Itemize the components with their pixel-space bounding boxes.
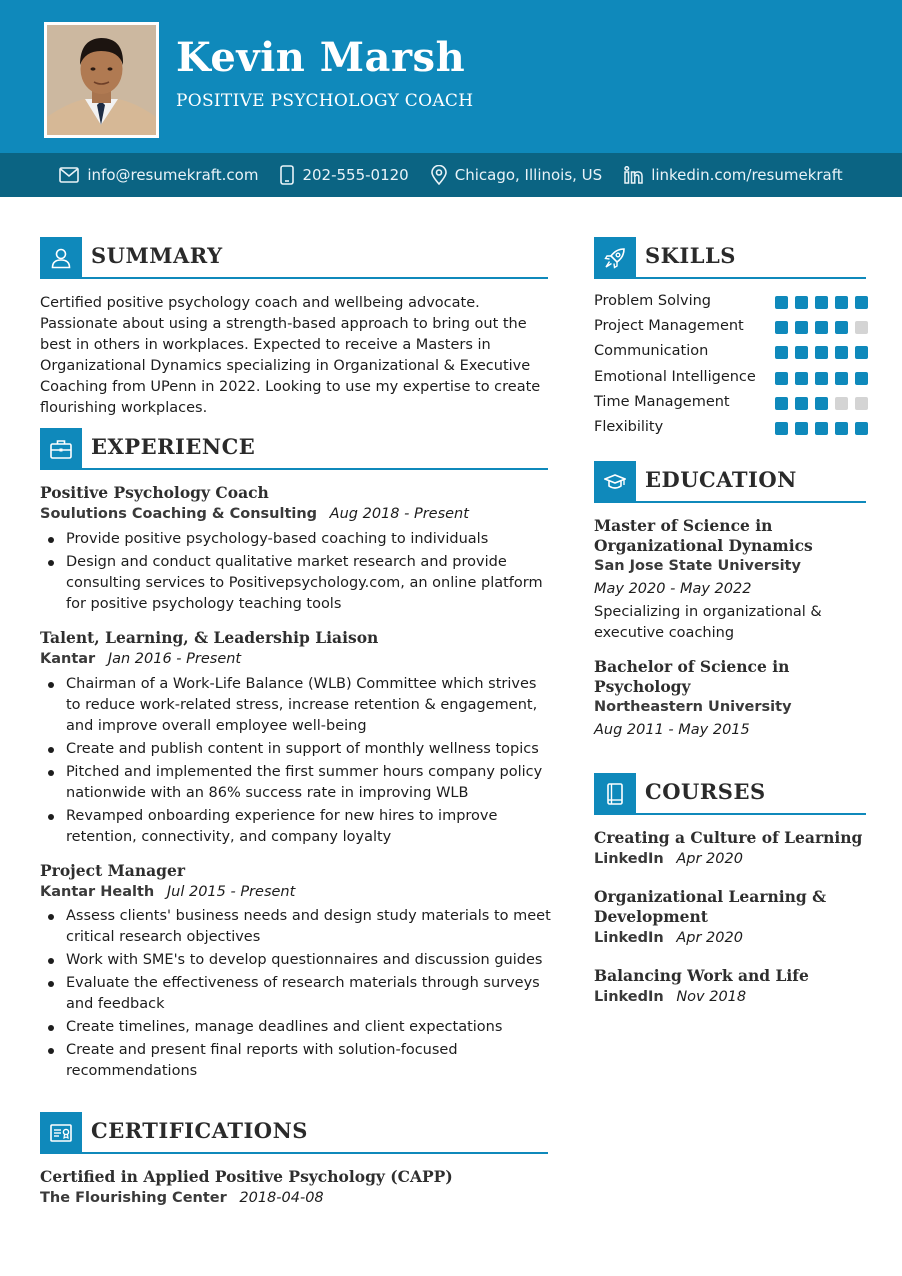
edu-school: San Jose State University — [594, 558, 801, 574]
edu-date: May 2020 - May 2022 — [594, 581, 752, 597]
course-org-line — [594, 851, 743, 867]
skill-level — [768, 346, 868, 359]
skill-dot-filled — [795, 372, 808, 385]
edu-description-line: Specializing in organizational & — [594, 604, 822, 620]
skill-dot-empty — [855, 397, 868, 410]
list-item: Work with SME's to develop questionnaires and discussion guides — [40, 950, 554, 971]
course-org: LinkedIn — [594, 930, 664, 946]
skill-name: Emotional Intelligence — [594, 368, 756, 385]
list-item: Revamped onboarding experience for new hires to improve retention, connectivity, and company loyalty — [40, 806, 554, 848]
list-item: Pitched and implemented the first summer hours company policy nationwide with an 86% success rate in improving WLB — [40, 762, 554, 804]
list-item: Create and publish content in support of monthly wellness topics — [40, 739, 554, 760]
skill-level — [768, 422, 868, 435]
job-title: Talent, Learning, & Leadership Liaison — [40, 628, 379, 647]
skill-name: Time Management — [594, 393, 730, 410]
job-date: Aug 2018 - Present — [329, 506, 469, 522]
contact-email[interactable] — [59, 166, 258, 184]
phone-text: 202-555-0120 — [302, 166, 409, 184]
cert-date: 2018-04-08 — [239, 1190, 324, 1206]
skill-dot-filled — [815, 296, 828, 309]
profile-photo — [44, 22, 159, 138]
skill-row — [594, 343, 868, 365]
skill-dot-filled — [835, 296, 848, 309]
skill-dot-filled — [795, 296, 808, 309]
skill-dot-filled — [775, 296, 788, 309]
edu-degree-line: Psychology — [594, 677, 691, 696]
edu-description-line: executive coaching — [594, 625, 735, 641]
edu-degree — [594, 516, 874, 556]
course-org-line — [594, 989, 746, 1005]
course-title — [594, 887, 874, 927]
linkedin-icon — [624, 166, 643, 184]
edu-date: Aug 2011 - May 2015 — [594, 722, 750, 738]
experience-heading-label: EXPERIENCE — [91, 434, 256, 459]
education-heading-label: EDUCATION — [645, 467, 797, 492]
certifications-heading — [40, 1112, 548, 1154]
edu-degree — [594, 657, 874, 697]
skills-heading-label: SKILLS — [645, 243, 736, 268]
job-bullets — [40, 906, 554, 1084]
job-date: Jul 2015 - Present — [166, 884, 296, 900]
header — [0, 0, 902, 153]
email-text: info@resumekraft.com — [87, 166, 259, 184]
skill-dot-filled — [815, 422, 828, 435]
cert-title: Certified in Applied Positive Psychology (CAPP) — [40, 1167, 453, 1186]
skill-level — [768, 296, 868, 309]
course-org: LinkedIn — [594, 851, 664, 867]
skill-dot-filled — [835, 372, 848, 385]
edu-degree-line: Organizational Dynamics — [594, 536, 813, 555]
certifications-heading-label: CERTIFICATIONS — [91, 1118, 308, 1143]
candidate-name: Kevin Marsh — [176, 34, 466, 81]
job-title: Project Manager — [40, 861, 186, 880]
course-org-line — [594, 930, 743, 946]
skill-dot-filled — [835, 321, 848, 334]
skill-dot-filled — [815, 397, 828, 410]
skill-dot-filled — [835, 422, 848, 435]
skills-heading — [594, 237, 866, 279]
course-title: Creating a Culture of Learning — [594, 828, 863, 847]
list-item: Assess clients' business needs and design study materials to meet critical research objectives — [40, 906, 554, 948]
skill-name: Project Management — [594, 318, 744, 335]
skill-dot-filled — [835, 346, 848, 359]
skill-dot-filled — [775, 422, 788, 435]
skill-dot-filled — [775, 372, 788, 385]
skill-dot-filled — [775, 397, 788, 410]
phone-icon — [280, 165, 294, 185]
cert-org: The Flourishing Center — [40, 1190, 227, 1206]
job-org: Kantar Health — [40, 884, 155, 900]
cert-org-line — [40, 1190, 324, 1206]
list-item: Chairman of a Work-Life Balance (WLB) Committee which strives to reduce work-related stress, increase retention & engagement, and improve overall employee well-being — [40, 674, 554, 737]
skill-row — [594, 394, 868, 416]
course-date: Nov 2018 — [676, 989, 747, 1005]
skill-name: Flexibility — [594, 419, 664, 435]
list-item: Create and present final reports with solution-focused recommendations — [40, 1040, 554, 1082]
linkedin-text: linkedin.com/resumekraft — [651, 166, 843, 184]
certificate-icon — [40, 1112, 82, 1154]
contact-bar — [0, 153, 902, 197]
summary-heading-label: SUMMARY — [91, 243, 223, 268]
skill-dot-filled — [815, 372, 828, 385]
rocket-icon — [594, 237, 636, 279]
skill-name: Communication — [594, 343, 709, 360]
summary-heading — [40, 237, 548, 279]
skill-row — [594, 318, 868, 340]
course-date: Apr 2020 — [676, 851, 743, 867]
skill-dot-filled — [855, 346, 868, 359]
education-heading — [594, 461, 866, 503]
job-bullets — [40, 529, 554, 617]
candidate-title: POSITIVE PSYCHOLOGY COACH — [176, 91, 474, 111]
skill-dot-filled — [815, 321, 828, 334]
briefcase-icon — [40, 428, 82, 470]
list-item: Evaluate the effectiveness of research materials through surveys and feedback — [40, 973, 554, 1015]
contact-phone[interactable] — [280, 165, 408, 185]
job-date: Jan 2016 - Present — [107, 651, 242, 667]
job-org-line — [40, 884, 295, 900]
course-date: Apr 2020 — [676, 930, 743, 946]
skill-name: Problem Solving — [594, 293, 711, 309]
skill-dot-filled — [795, 346, 808, 359]
courses-heading-label: COURSES — [645, 779, 766, 804]
job-bullets — [40, 674, 554, 850]
skill-dot-filled — [795, 321, 808, 334]
summary-text: Certified positive psychology coach and wellbeing advocate. Passionate about using a strength-based approach to bring out the best in others in workplaces. Expected to receive a Masters in Organizational Dynamics specializing in Organizational & Executive Coaching from UPenn in 2022. Looking to use my expertise to create flourishing workplaces. — [40, 295, 541, 416]
skill-row — [594, 419, 868, 441]
contact-location — [431, 165, 602, 185]
job-title: Positive Psychology Coach — [40, 483, 269, 502]
course-title: Balancing Work and Life — [594, 966, 809, 985]
skill-dot-filled — [775, 346, 788, 359]
list-item: Provide positive psychology-based coaching to individuals — [40, 529, 554, 550]
book-icon — [594, 773, 636, 815]
user-icon — [40, 237, 82, 279]
edu-degree-line: Bachelor of Science in — [594, 657, 790, 676]
course-title-line: Organizational Learning & — [594, 887, 827, 906]
skill-level — [768, 372, 868, 385]
courses-heading — [594, 773, 866, 815]
job-org: Kantar — [40, 651, 96, 667]
map-pin-icon — [431, 165, 447, 185]
graduation-cap-icon — [594, 461, 636, 503]
envelope-icon — [59, 167, 79, 183]
skill-dot-filled — [815, 346, 828, 359]
skill-row — [594, 369, 868, 391]
edu-degree-line: Master of Science in — [594, 516, 773, 535]
course-org: LinkedIn — [594, 989, 664, 1005]
edu-school: Northeastern University — [594, 699, 792, 715]
skill-dot-filled — [795, 397, 808, 410]
list-item: Design and conduct qualitative market research and provide consulting services to Positivepsychology.com, an online platform for positive psychology teaching tools — [40, 552, 554, 615]
skill-row — [594, 293, 868, 315]
skill-dot-filled — [855, 422, 868, 435]
skill-dot-filled — [855, 296, 868, 309]
course-title-line: Development — [594, 907, 708, 926]
job-org-line — [40, 506, 469, 522]
skill-dot-empty — [835, 397, 848, 410]
skill-level — [768, 321, 868, 334]
skill-dot-filled — [775, 321, 788, 334]
skill-dot-empty — [855, 321, 868, 334]
skill-dot-filled — [795, 422, 808, 435]
job-org-line — [40, 651, 241, 667]
skill-level — [768, 397, 868, 410]
contact-linkedin[interactable] — [624, 166, 842, 184]
job-org: Soulutions Coaching & Consulting — [40, 506, 318, 522]
edu-description — [594, 602, 874, 644]
skill-dot-filled — [855, 372, 868, 385]
list-item: Create timelines, manage deadlines and client expectations — [40, 1017, 554, 1038]
location-text: Chicago, Illinois, US — [454, 166, 603, 184]
experience-heading — [40, 428, 548, 470]
